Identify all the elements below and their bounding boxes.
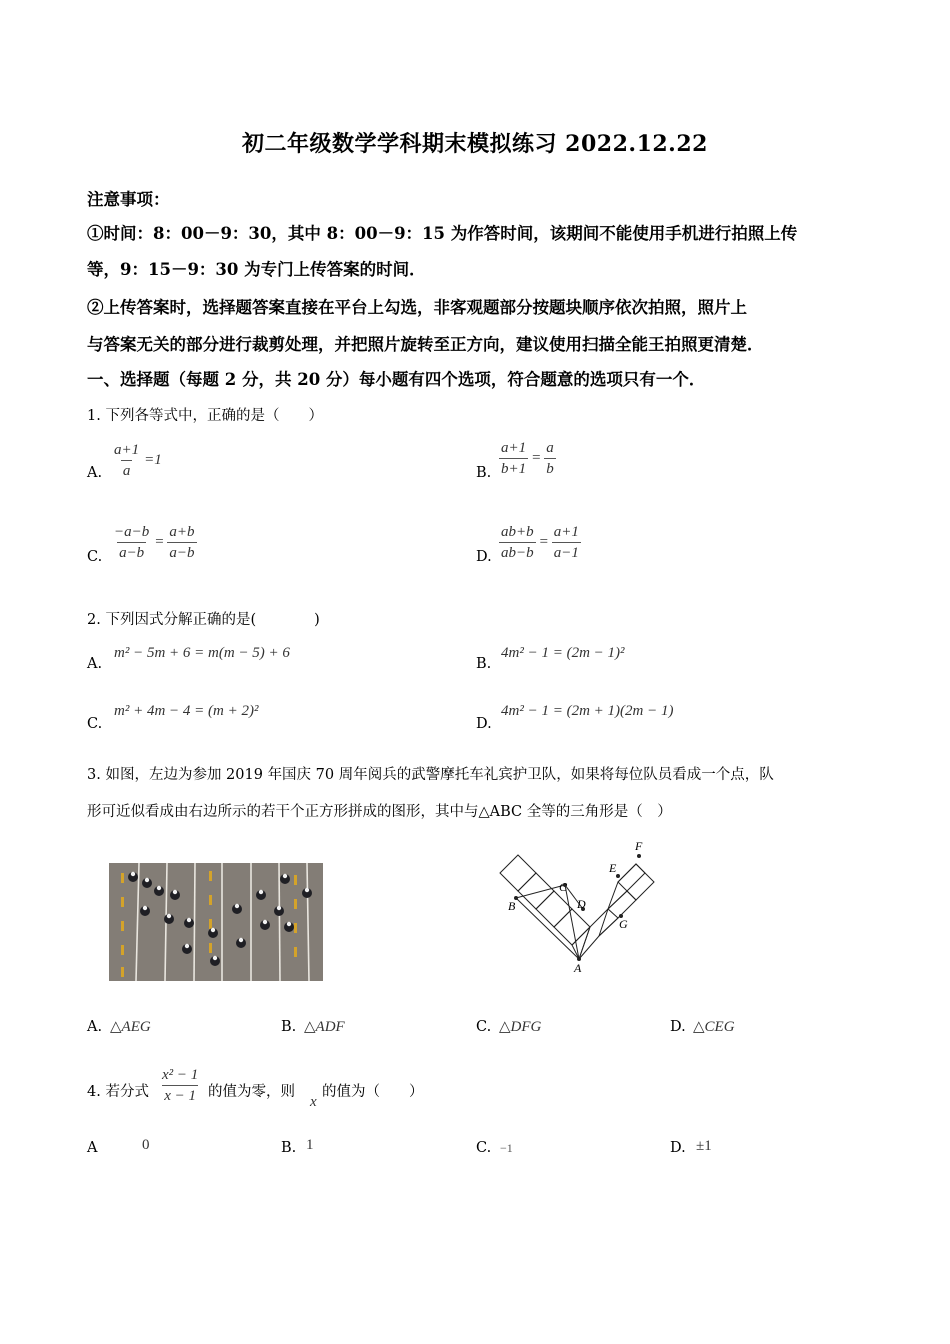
q4-option-a-label: A bbox=[87, 1140, 98, 1156]
notice-heading: 注意事项： bbox=[87, 190, 170, 209]
q1-d-denominator-1: ab−b bbox=[499, 542, 536, 563]
q1-d-equals: = bbox=[538, 534, 549, 550]
q1-option-a-expr bbox=[112, 440, 162, 481]
q1-c-denominator-1: a−b bbox=[117, 542, 146, 563]
q2-option-a-expr: m² − 5m + 6 = m(m − 5) + 6 bbox=[114, 645, 290, 661]
point-label-g: G bbox=[619, 917, 628, 931]
q3-option-a-text: △AEG bbox=[110, 1019, 151, 1035]
q4-option-b-text: 1 bbox=[306, 1137, 314, 1153]
q4-denominator: x − 1 bbox=[162, 1085, 198, 1106]
q4-stem-pre: 4. 若分式 bbox=[87, 1084, 149, 1100]
q2-option-c-label: C. bbox=[87, 716, 103, 732]
q1-a-denominator: a bbox=[121, 460, 133, 481]
q1-a-numerator: a+1 bbox=[114, 442, 140, 458]
point-label-a: A bbox=[574, 961, 582, 975]
q3-stem-line-2: 形可近似看成由右边所示的若干个正方形拼成的图形，其中与△ABC 全等的三角形是（ ） bbox=[87, 804, 672, 820]
q1-b-denominator-1: b+1 bbox=[499, 458, 528, 479]
q1-b-denominator-2: b bbox=[544, 458, 556, 479]
q3-option-a-label: A. bbox=[87, 1019, 103, 1035]
motorcycle-parade-photo bbox=[109, 863, 323, 981]
q2-option-d-expr: 4m² − 1 = (2m + 1)(2m − 1) bbox=[501, 703, 674, 719]
q4-option-b-label: B. bbox=[281, 1140, 297, 1156]
section-heading: 一、选择题（每题 2 分，共 20 分）每小题有四个选项，符合题意的选项只有一个． bbox=[87, 370, 706, 389]
q4-numerator: x² − 1 bbox=[162, 1067, 199, 1083]
q1-option-b-expr bbox=[499, 438, 556, 479]
q4-option-c-text: −1 bbox=[500, 1141, 513, 1155]
point-label-f: F bbox=[635, 839, 643, 853]
q2-option-d-label: D. bbox=[476, 716, 492, 732]
q1-c-numerator-2: a+b bbox=[169, 524, 195, 540]
q1-option-c-label: C. bbox=[87, 549, 103, 565]
q1-c-denominator-2: a−b bbox=[167, 542, 196, 563]
notice-line-2: 等，9：15－9：30 为专门上传答案的时间． bbox=[87, 260, 426, 279]
q1-d-denominator-2: a−1 bbox=[552, 542, 581, 563]
q3-stem-line-1: 3. 如图，左边为参加 2019 年国庆 70 周年阅兵的武警摩托车礼宾护卫队，如果将每位队员看成一个点，队 bbox=[87, 767, 774, 783]
q4-stem-mid: 的值为零，则 bbox=[208, 1084, 295, 1100]
q2-stem: 2. 下列因式分解正确的是( ) bbox=[87, 612, 320, 628]
q1-stem: 1. 下列各等式中，正确的是（ ） bbox=[87, 408, 323, 424]
q2-option-c-expr: m² + 4m − 4 = (m + 2)² bbox=[114, 703, 259, 719]
q4-option-a-text: 0 bbox=[142, 1137, 150, 1153]
q4-option-d-text: ±1 bbox=[696, 1138, 712, 1154]
q1-b-numerator-1: a+1 bbox=[501, 440, 527, 456]
point-label-b: B bbox=[508, 899, 516, 913]
q1-d-numerator-1: ab+b bbox=[501, 524, 534, 540]
page-title: 初二年级数学学科期末模拟练习 2022.12.22 bbox=[242, 131, 708, 157]
notice-line-3: ②上传答案时，选择题答案直接在平台上勾选，非客观题部分按题块顺序依次拍照，照片上 bbox=[87, 298, 747, 317]
q1-option-d-expr bbox=[499, 522, 581, 563]
q3-option-d-text: △CEG bbox=[693, 1019, 735, 1035]
q1-b-equals: = bbox=[531, 450, 542, 466]
q3-option-d-label: D. bbox=[670, 1019, 686, 1035]
geometry-figure bbox=[495, 838, 665, 978]
q1-b-numerator-2: a bbox=[546, 440, 554, 456]
q1-option-a-label: A. bbox=[87, 465, 103, 481]
q2-option-a-label: A. bbox=[87, 656, 103, 672]
q1-c-numerator-1: −a−b bbox=[114, 524, 150, 540]
q4-option-c-label: C. bbox=[476, 1140, 492, 1156]
q2-option-b-expr: 4m² − 1 = (2m − 1)² bbox=[501, 645, 625, 661]
q3-option-b-text: △ADF bbox=[304, 1019, 345, 1035]
point-label-e: E bbox=[609, 861, 617, 875]
q3-option-c-label: C. bbox=[476, 1019, 492, 1035]
q2-option-b-label: B. bbox=[476, 656, 492, 672]
q4-option-d-label: D. bbox=[670, 1140, 686, 1156]
q1-a-rhs: =1 bbox=[144, 452, 162, 468]
q1-option-d-label: D. bbox=[476, 549, 492, 565]
q4-stem-post: 的值为（ ） bbox=[322, 1084, 424, 1100]
notice-line-1: ①时间：8：00－9：30，其中 8：00－9：15 为作答时间，该期间不能使用手机进行拍照上传 bbox=[87, 224, 798, 243]
notice-line-4: 与答案无关的部分进行裁剪处理，并把照片旋转至正方向，建议使用扫描全能王拍照更清楚． bbox=[87, 335, 764, 354]
q4-fraction bbox=[160, 1065, 200, 1106]
q1-d-numerator-2: a+1 bbox=[553, 524, 579, 540]
q1-c-equals: = bbox=[154, 534, 165, 550]
q1-option-b-label: B. bbox=[476, 465, 492, 481]
q1-option-c-expr bbox=[112, 522, 197, 563]
q4-variable: x bbox=[310, 1094, 317, 1110]
q3-option-b-label: B. bbox=[281, 1019, 297, 1035]
point-label-c: C bbox=[559, 880, 568, 894]
point-label-d: D bbox=[577, 897, 586, 911]
q3-option-c-text: △DFG bbox=[499, 1019, 542, 1035]
